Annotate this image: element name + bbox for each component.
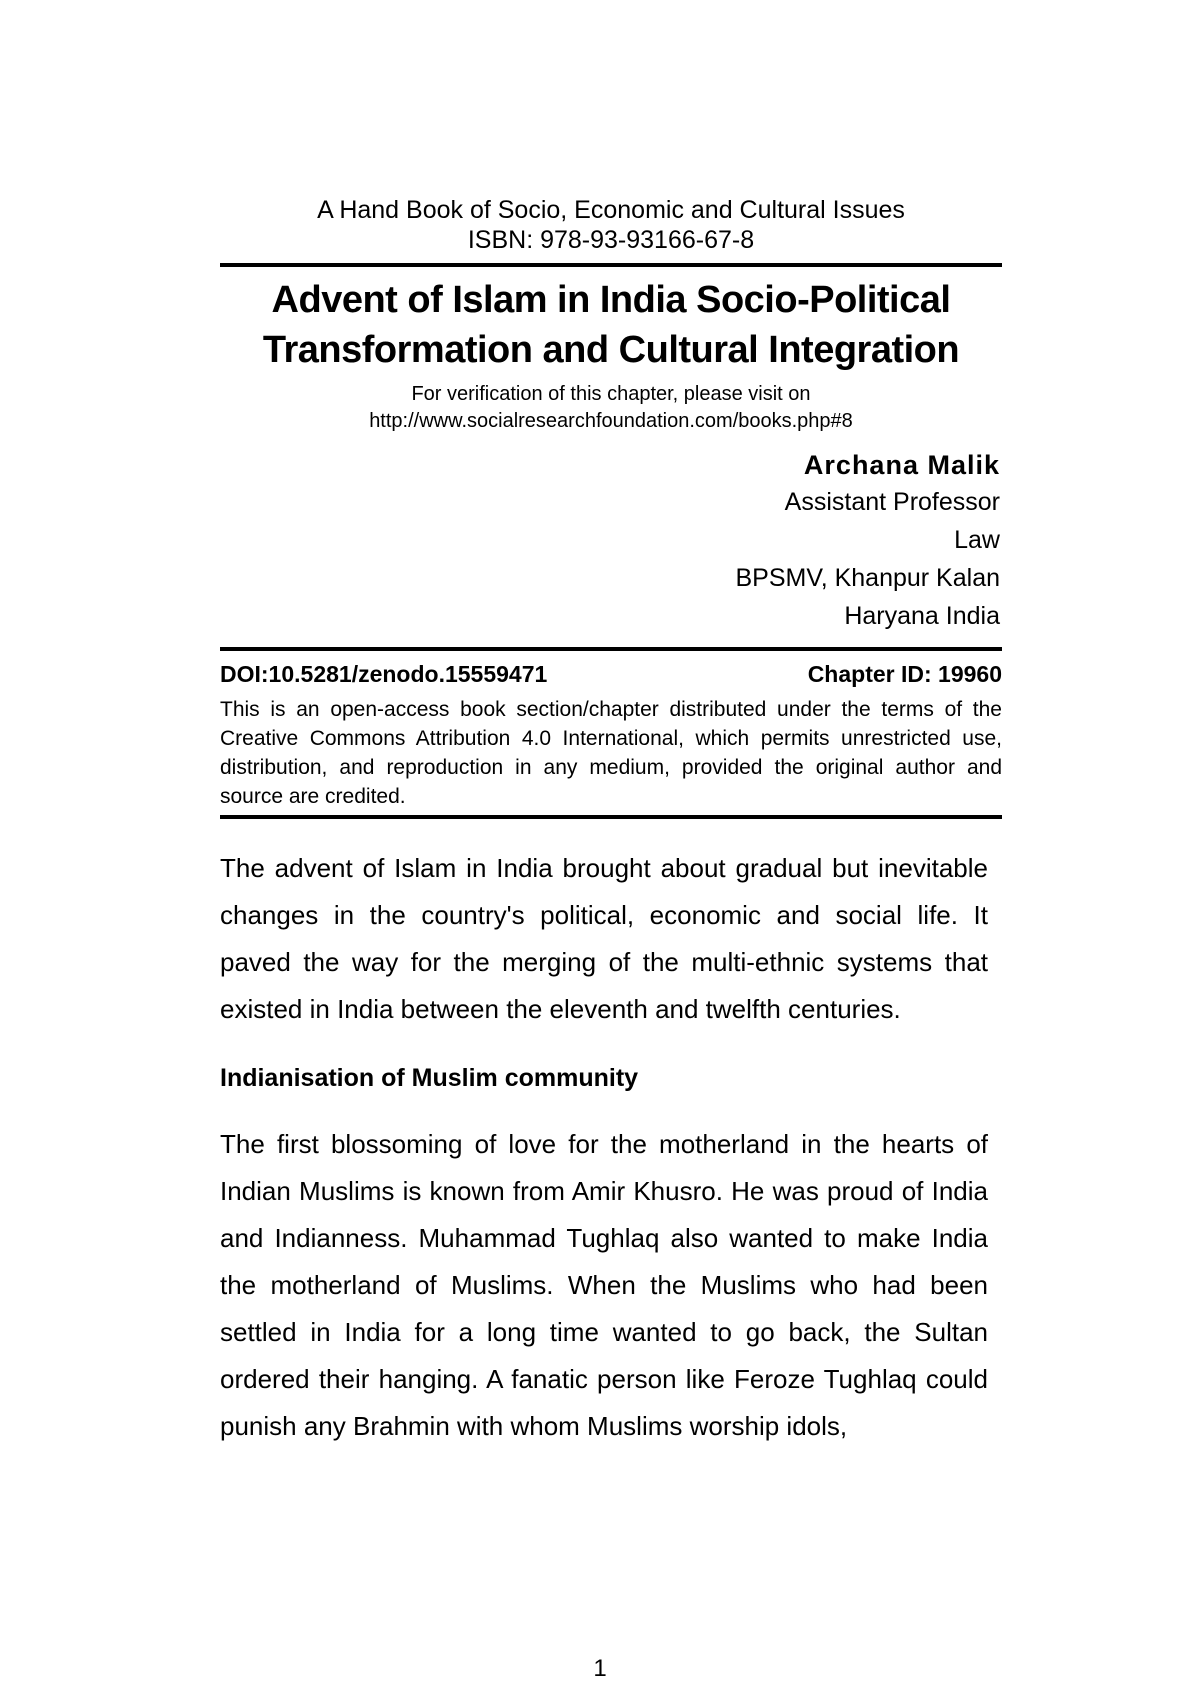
license-text: This is an open-access book section/chapter distributed under the terms of the Creative Commons Attribution 4.0 International, which permits unrestricted use, distribution, and reproduction in any medium, provided the original author and source are credited. — [220, 698, 1002, 808]
chapter-id: Chapter ID: 19960 — [807, 661, 1002, 687]
author-location: Haryana India — [844, 602, 1000, 630]
page-number: 1 — [593, 1655, 607, 1682]
verification-note: For verification of this chapter, please visit on — [411, 383, 811, 405]
intro-paragraph: The advent of Islam in India brought about gradual but inevitable changes in the country's political, economic and social life. It paved the way for the merging of the multi-ethnic systems that existed in India between the eleventh and twelfth centuries. — [220, 853, 988, 1024]
author-department: Law — [954, 526, 1000, 554]
isbn: ISBN: 978-93-93166-67-8 — [467, 226, 755, 254]
meta-divider — [220, 647, 1002, 651]
document-page — [220, 195, 1002, 1450]
chapter-title: Advent of Islam in India Socio-Political Transformation and Cultural Integration — [262, 279, 960, 371]
section-heading: Indianisation of Muslim community — [220, 1064, 639, 1092]
bottom-divider — [220, 815, 1002, 819]
author-block — [220, 447, 1002, 635]
doi-row — [220, 657, 1002, 691]
author-institution: BPSMV, Khanpur Kalan — [735, 564, 1000, 592]
book-title: A Hand Book of Socio, Economic and Cultural Issues — [317, 196, 905, 224]
author-name: Archana Malik — [803, 450, 1000, 480]
verification-url[interactable]: http://www.socialresearchfoundation.com/books.php#8 — [369, 410, 853, 432]
author-position: Assistant Professor — [784, 488, 1000, 516]
top-divider — [220, 263, 1002, 267]
doi: DOI:10.5281/zenodo.15559471 — [220, 661, 548, 687]
section-paragraph: The first blossoming of love for the motherland in the hearts of Indian Muslims is known from Amir Khusro. He was proud of India and Indianness. Muhammad Tughlaq also wanted to make India the motherland of Muslims. When the Muslims who had been settled in India for a long time wanted to go back, the Sultan ordered their hanging. A fanatic person like Feroze Tughlaq could punish any Brahmin with whom Muslims worship idols, — [220, 1129, 988, 1441]
